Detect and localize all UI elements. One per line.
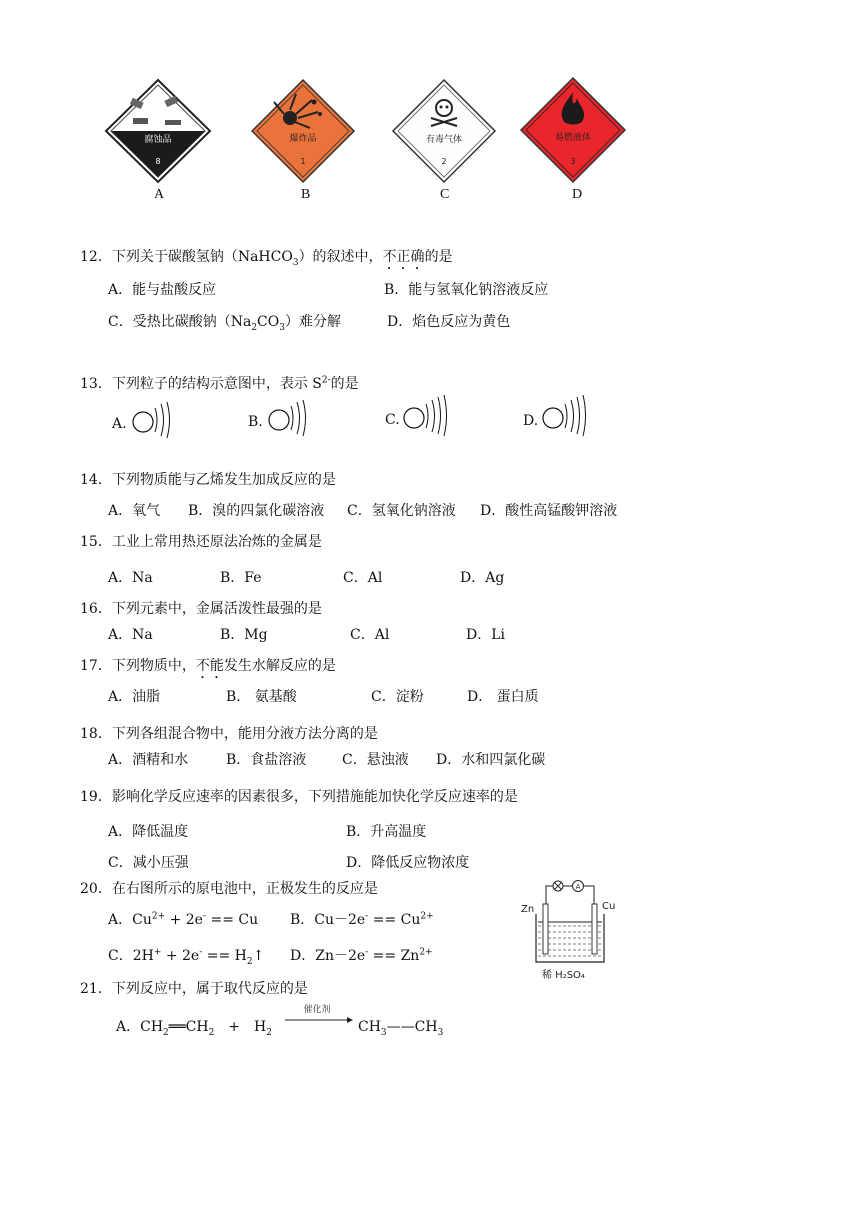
q16-option-d[interactable]: D．Li <box>466 627 505 643</box>
q13-option-a-diagram <box>130 398 180 446</box>
q19-option-a[interactable]: A．降低温度 <box>108 824 189 840</box>
q13-option-d-diagram <box>540 392 600 442</box>
q13-option-c-diagram <box>401 392 461 442</box>
q16-option-b[interactable]: B．Mg <box>220 627 268 643</box>
q12-option-c[interactable]: C．受热比碳酸钠$(Na_2CO_3)$难分解 <box>108 314 341 333</box>
q20-option-d[interactable]: D．$Zn-2e^- == Zn^{2+}$ <box>290 947 433 964</box>
question-19-stem: 19．影响化学反应速率的因素很多，下列措施能加快化学反应速率的是 <box>80 789 518 805</box>
hazard-letter-c: C <box>440 187 450 202</box>
q14-option-d[interactable]: D．酸性高锰酸钾溶液 <box>480 503 618 519</box>
hazard-sign-c-class: 2 <box>441 157 447 166</box>
hazard-sign-d-class: 3 <box>570 157 576 166</box>
hazard-letter-b: B <box>301 187 311 202</box>
q14-option-b[interactable]: B．溴的四氯化碳溶液 <box>188 503 325 519</box>
q13-option-b-label[interactable]: B. <box>248 414 263 430</box>
q13-option-d-label[interactable]: D. <box>523 413 539 429</box>
question-20-stem: 20．在右图所示的原电池中，正极发生的反应是 <box>80 881 378 897</box>
q15-option-a[interactable]: A．Na <box>108 570 153 586</box>
hazard-letter-a: A <box>154 187 165 202</box>
q12-option-a[interactable]: A．能与盐酸反应 <box>108 282 217 298</box>
q16-option-c[interactable]: C．Al <box>350 627 390 643</box>
dilute-sulfuric-acid-label: 稀 H₂SO₄ <box>542 970 585 981</box>
question-21-stem: 21．下列反应中，属于取代反应的是 <box>80 981 308 997</box>
q19-option-b[interactable]: B．升高温度 <box>346 824 427 840</box>
q17-option-c[interactable]: C．淀粉 <box>371 689 424 705</box>
hazard-sign-b-text: 爆炸品 <box>289 134 317 144</box>
q19-option-d[interactable]: D．降低反应物浓度 <box>346 855 470 871</box>
question-12-stem: 12．下列关于碳酸氢钠（NaHCO$_3$）的叙述中，不正确的是 <box>80 249 453 268</box>
q15-option-c[interactable]: C．Al <box>343 570 383 586</box>
hazard-sign-corrosive <box>103 78 213 184</box>
hazard-sign-d-text: 易燃液体 <box>554 133 592 143</box>
hazard-sign-c-text: 有毒气体 <box>425 135 463 145</box>
emphasis-not-correct: 不正确 <box>382 249 425 265</box>
q20-option-c[interactable]: C．$2H^+ + 2e^- == H_2↑$ <box>108 947 265 967</box>
reaction-arrow <box>283 1001 357 1027</box>
q20-option-b[interactable]: B．$Cu-2e^- == Cu^{2+}$ <box>290 911 434 928</box>
q20-option-a[interactable]: A．$Cu^{2+} + 2e^- == Cu$ <box>108 911 259 928</box>
q19-option-c[interactable]: C．减小压强 <box>108 855 189 871</box>
question-16-stem: 16．下列元素中，金属活泼性最强的是 <box>80 601 322 617</box>
galvanic-cell-diagram <box>516 878 620 986</box>
hazard-letter-d: D <box>572 187 583 202</box>
q13-option-c-label[interactable]: C. <box>385 412 400 428</box>
q18-option-a[interactable]: A．酒精和水 <box>108 752 189 768</box>
q17-option-b[interactable]: B． 氨基酸 <box>226 689 297 705</box>
q16-option-a[interactable]: A．Na <box>108 627 153 643</box>
q13-option-a-label[interactable]: A. <box>112 416 127 432</box>
q12-option-d[interactable]: D．焰色反应为黄色 <box>387 314 511 330</box>
q15-option-b[interactable]: B．Fe <box>220 570 262 586</box>
question-14-stem: 14．下列物质能与乙烯发生加成反应的是 <box>80 472 336 488</box>
q18-option-c[interactable]: C．悬浊液 <box>342 752 409 768</box>
q14-option-c[interactable]: C．氢氧化钠溶液 <box>347 503 456 519</box>
catalyst-label: 催化剂 <box>303 1005 331 1015</box>
question-17-stem: 17．下列物质中，不能发生水解反应的是 <box>80 658 336 674</box>
hazard-sign-toxic-gas <box>391 78 497 184</box>
hazard-sign-a-class: 8 <box>155 157 161 166</box>
cu-electrode-label: Cu <box>602 901 616 912</box>
question-13-stem: 13．下列粒子的结构示意图中，表示 $S^{2-}$的是 <box>80 375 359 392</box>
q15-option-d[interactable]: D．Ag <box>460 570 505 586</box>
hazard-sign-explosive <box>250 78 356 184</box>
q17-option-a[interactable]: A．油脂 <box>108 689 161 705</box>
q17-option-d[interactable]: D． 蛋白质 <box>467 689 539 705</box>
ammeter-label: A <box>575 883 581 891</box>
q18-option-b[interactable]: B．食盐溶液 <box>226 752 307 768</box>
zn-electrode-label: Zn <box>521 904 535 915</box>
emphasis-cannot: 不能 <box>195 658 224 674</box>
question-18-stem: 18．下列各组混合物中，能用分液方法分离的是 <box>80 726 378 742</box>
q18-option-d[interactable]: D．水和四氯化碳 <box>436 752 546 768</box>
question-15-stem: 15．工业上常用热还原法冶炼的金属是 <box>80 534 322 550</box>
q12-option-b[interactable]: B．能与氢氧化钠溶液反应 <box>384 282 549 298</box>
q14-option-a[interactable]: A．氧气 <box>108 503 161 519</box>
hazard-sign-a-text: 腐蚀品 <box>144 135 172 145</box>
hazard-sign-b-class: 1 <box>300 157 306 166</box>
q21-option-a[interactable]: A．$CH_2══CH_2 + H_2$ $CH_3——CH_3$ <box>116 1019 444 1038</box>
hazard-sign-flammable-liquid <box>519 76 627 184</box>
q13-option-b-diagram <box>266 396 316 444</box>
